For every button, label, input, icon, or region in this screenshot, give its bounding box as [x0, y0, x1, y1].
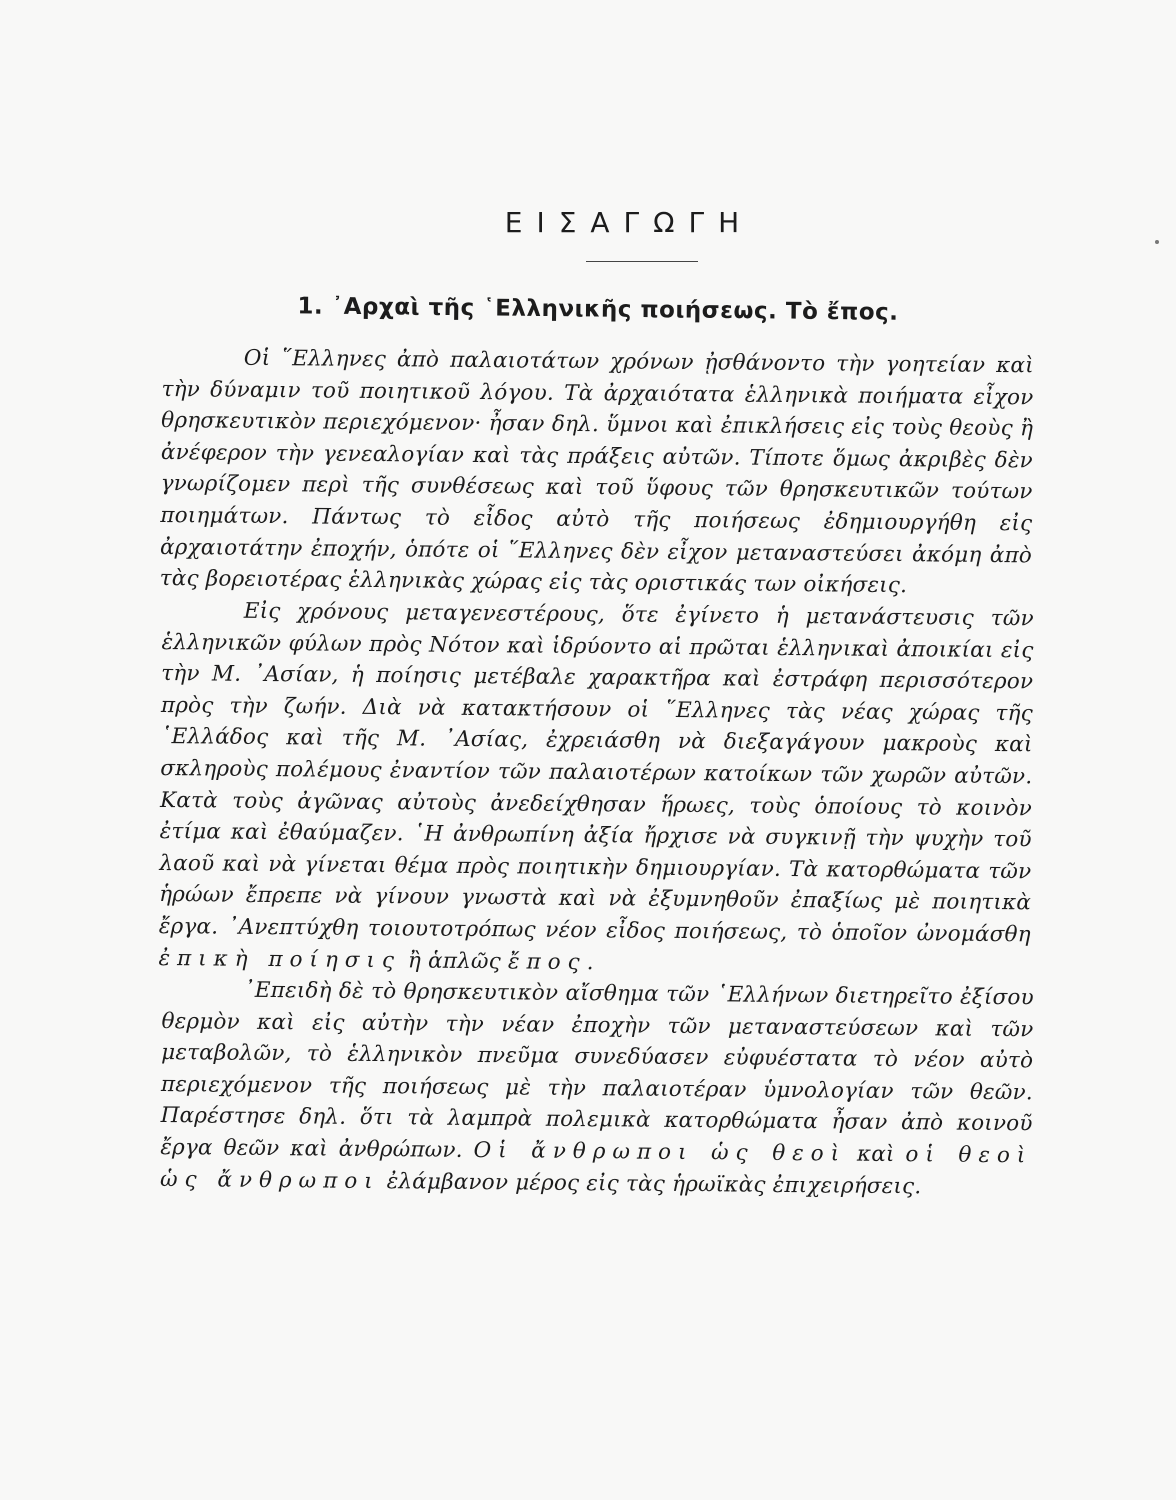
scan-speck: [1155, 240, 1159, 244]
spaced-phrase-gods-as-humans: οἱ θεοὶ ὡς ἄνθρωποι: [159, 1141, 1033, 1194]
spaced-phrase-humans-as-gods: Οἱ ἄνθρωποι ὡς θεοὶ: [473, 1137, 847, 1167]
page-content: [158, 195, 1034, 1199]
section-title: 1. ᾿Αρχαὶ τῆς ῾Ελληνικῆς ποιήσεως. Τὸ ἔπος.: [297, 293, 899, 326]
paragraph-2-end: .: [586, 949, 594, 975]
paragraph-3: [160, 974, 1034, 1204]
paragraph-2-text-cont: ἢ ἁπλῶς: [400, 947, 509, 974]
page-heading: ΕΙΣΑΓΩΓΗ: [504, 206, 754, 239]
paragraph-2: [158, 595, 1034, 982]
paragraph-3-end: ἐλάμβανον μέρος εἰς τὰς ἡρωϊκὰς ἐπιχειρήσεις.: [379, 1168, 922, 1199]
spaced-term-epic-poetry: ἐπικὴ ποίησις: [158, 945, 402, 973]
paragraph-1-text: Οἱ ῞Ελληνες ἀπὸ παλαιοτάτων χρόνων ᾐσθάνοντο τὴν γοητείαν καὶ τὴν δύναμιν τοῦ ποιητικοῦ λόγου. Τὰ ἀρχαιότατα ἑλληνικὰ ποιήματα εἶχον θρησκευτικὸν περιεχόμενον· ἦσαν δηλ. ὕμνοι καὶ ἐπικλήσεις εἰς τοὺς θεοὺς ἢ ἀνέφερον τὴν γενεαλογίαν καὶ τὰς πράξεις αὐτῶν. Τίποτε ὅμως ἀκριβὲς δὲν γνωρίζομεν περὶ τῆς συνθέσεως καὶ τοῦ ὕφους τῶν θρησκευτικῶν τούτων ποιημάτων. Πάντως τὸ εἶδος αὐτὸ τῆς ποιήσεως ἐδημιουργήθη εἰς ἀρχαιοτάτην ἐποχήν, ὁπότε οἱ ῞Ελληνες δὲν εἶχον μεταναστεύσει ἀκόμη ἀπὸ τὰς βορειοτέρας ἑλληνικὰς χώρας εἰς τὰς οριστικάς των οἰκήσεις.: [159, 345, 1034, 599]
paragraph-3-conjunction: καὶ: [846, 1141, 906, 1167]
paragraph-3-text: ᾿Επειδὴ δὲ τὸ θρησκευτικὸν αἴσθημα τῶν ῾Ελλήνων διετηρεῖτο ἐξίσου θερμὸν καὶ εἰς αὐτὴν τὴν νέαν ἐποχὴν τῶν μεταναστεύσεων καὶ τῶν μεταβολῶν, τὸ ἑλληνικὸν πνεῦμα συνεδύασεν εὐφυέστατα τὸ νέον αὐτὸ περιεχόμενον τῆς ποιήσεως μὲ τὴν παλαιοτέραν ὑμνολογίαν τῶν θεῶν. Παρέστησε δηλ. ὅτι τὰ λαμπρὰ πολεμικὰ κατορθώματα ἦσαν ἀπὸ κοινοῦ ἔργα θεῶν καὶ ἀνθρώπων.: [160, 977, 1034, 1163]
spaced-term-epos: ἔπος: [507, 948, 587, 975]
heading-rule: [586, 261, 698, 262]
paragraph-2-text: Εἰς χρόνους μεταγενεστέρους, ὅτε ἐγίνετο ἡ μετανάστευσις τῶν ἑλληνικῶν φύλων πρὸς Νότον καὶ ἱδρύοντο αἱ πρῶται ἑλληνικαὶ ἀποικίαι εἰς τὴν Μ. ᾿Ασίαν, ἡ ποίησις μετέβαλε χαρακτῆρα καὶ ἐστράφη περισσότερον πρὸς τὴν ζωήν. Διὰ νὰ κατακτήσουν οἱ ῞Ελληνες τὰς νέας χώρας τῆς ῾Ελλάδος καὶ τῆς Μ. ᾿Ασίας, ἐχρειάσθη νὰ διεξαγάγουν μακροὺς καὶ σκληροὺς πολέμους ἐναντίον τῶν παλαιοτέρων κατοίκων τῶν χωρῶν αὐτῶν. Κατὰ τοὺς ἀγῶνας αὐτοὺς ἀνεδείχθησαν ἥρωες, τοὺς ὁποίους τὸ κοινὸν ἐτίμα καὶ ἐθαύμαζεν. ῾Η ἀνθρωπίνη ἀξία ἤρχισε νὰ συγκινῇ τὴν ψυχὴν τοῦ λαοῦ καὶ νὰ γίνεται θέμα πρὸς ποιητικὴν δημιουργίαν. Τὰ κατορθώματα τῶν ἡρώων ἔπρεπε νὰ γίνουν γνωστὰ καὶ νὰ ἐξυμνηθοῦν ἐπαξίως μὲ ποιητικὰ ἔργα. ᾿Ανεπτύχθη τοιουτοτρόπως νέον εἶδος ποιήσεως, τὸ ὁποῖον ὠνομάσθη: [158, 598, 1034, 948]
paragraph-1: [160, 342, 1034, 603]
